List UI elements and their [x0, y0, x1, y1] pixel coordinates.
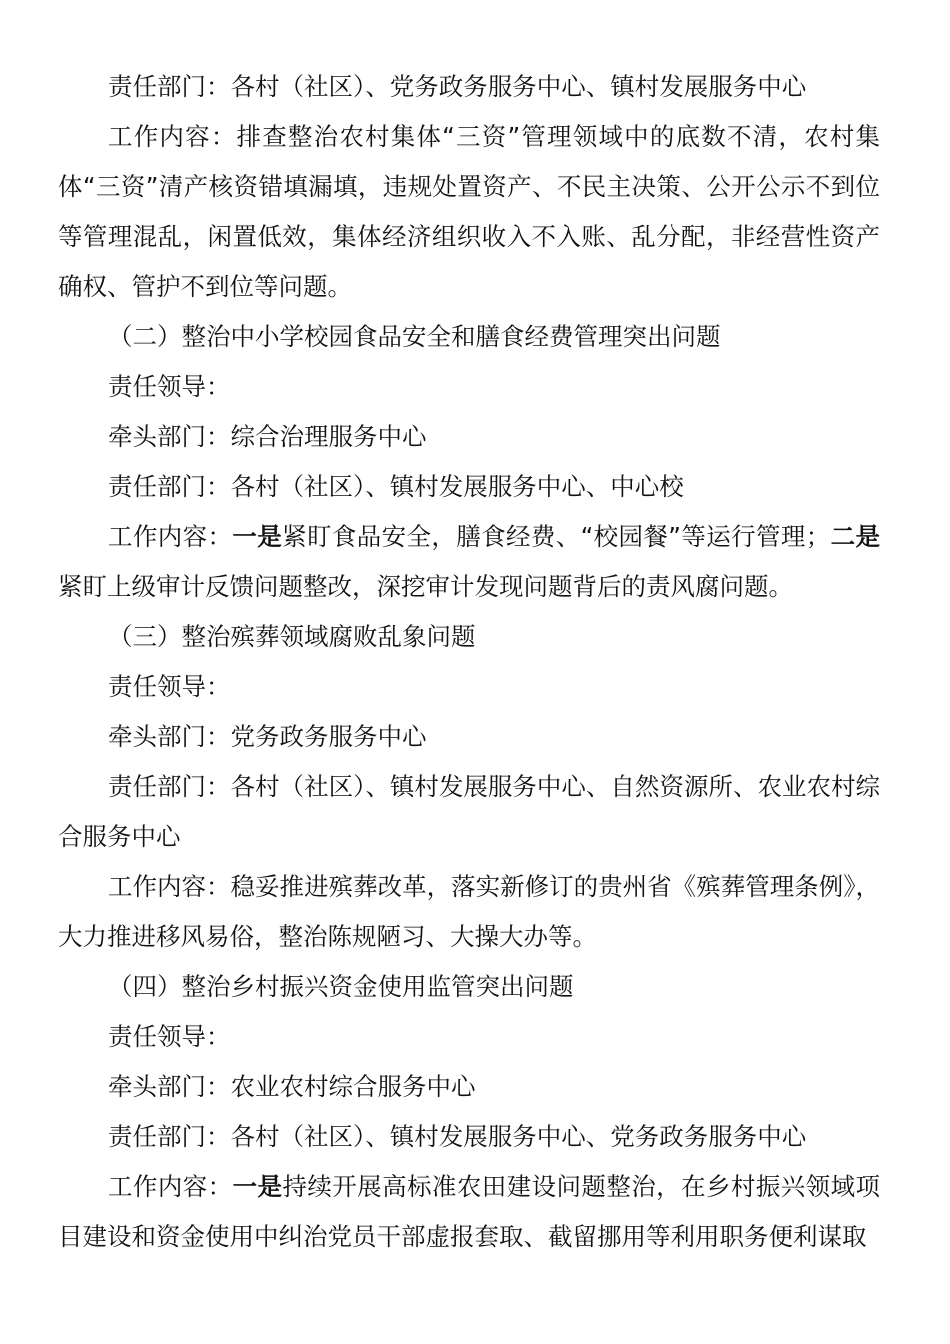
- work-content-label: 工作内容：: [108, 1172, 233, 1201]
- paragraph-responsible-depts-4: 责任部门：各村（社区）、镇村发展服务中心、党务政务服务中心: [108, 1122, 807, 1151]
- document-page: [58, 62, 880, 1262]
- paragraph-responsible-leader-4: 责任领导：: [108, 1022, 231, 1051]
- section-heading-4: （四）整治乡村振兴资金使用监管突出问题: [108, 972, 574, 1001]
- first-point-text: 持续开展高标准农田建设问题整治，在乡村振兴领域项目建设和资金使用中纠治党员干部虚报套取、截留挪用等利用职务便利谋取: [58, 1172, 881, 1251]
- paragraph-work-content-3: 工作内容：稳妥推进殡葬改革，落实新修订的贵州省《殡葬管理条例》，大力推进移风易俗，整治陈规陋习、大操大办等。: [58, 872, 880, 951]
- paragraph-lead-dept-4: 牵头部门：农业农村综合服务中心: [108, 1072, 476, 1101]
- second-point-marker: 二是: [830, 522, 880, 551]
- paragraph-responsible-leader-2: 责任领导：: [108, 372, 231, 401]
- paragraph-work-content-1: 工作内容：排查整治农村集体“三资”管理领域中的底数不清，农村集体“三资”清产核资错填漏填，违规处置资产、不民主决策、公开公示不到位等管理混乱，闲置低效，集体经济组织收入不入账、乱分配，非经营性资产确权、管护不到位等问题。: [58, 122, 880, 301]
- work-content-label: 工作内容：: [108, 522, 233, 551]
- paragraph-work-content-2: [58, 512, 880, 612]
- second-point-text: 紧盯上级审计反馈问题整改，深挖审计发现问题背后的责风腐问题。: [58, 572, 793, 601]
- paragraph-responsible-depts-2: 责任部门：各村（社区）、镇村发展服务中心、中心校: [108, 472, 684, 501]
- paragraph-responsible-depts-3: 责任部门：各村（社区）、镇村发展服务中心、自然资源所、农业农村综合服务中心: [58, 772, 880, 851]
- section-heading-3: （三）整治殡葬领域腐败乱象问题: [108, 622, 476, 651]
- paragraph-responsible-depts-1: 责任部门：各村（社区）、党务政务服务中心、镇村发展服务中心: [108, 72, 807, 101]
- paragraph-responsible-leader-3: 责任领导：: [108, 672, 231, 701]
- paragraph-lead-dept-2: 牵头部门：综合治理服务中心: [108, 422, 427, 451]
- section-heading-2: （二）整治中小学校园食品安全和膳食经费管理突出问题: [108, 322, 721, 351]
- paragraph-work-content-4: [58, 1162, 880, 1262]
- first-point-marker: 一是: [232, 522, 283, 551]
- first-point-text: 紧盯食品安全，膳食经费、“校园餐”等运行管理；: [282, 522, 831, 551]
- paragraph-lead-dept-3: 牵头部门：党务政务服务中心: [108, 722, 427, 751]
- first-point-marker: 一是: [232, 1172, 283, 1201]
